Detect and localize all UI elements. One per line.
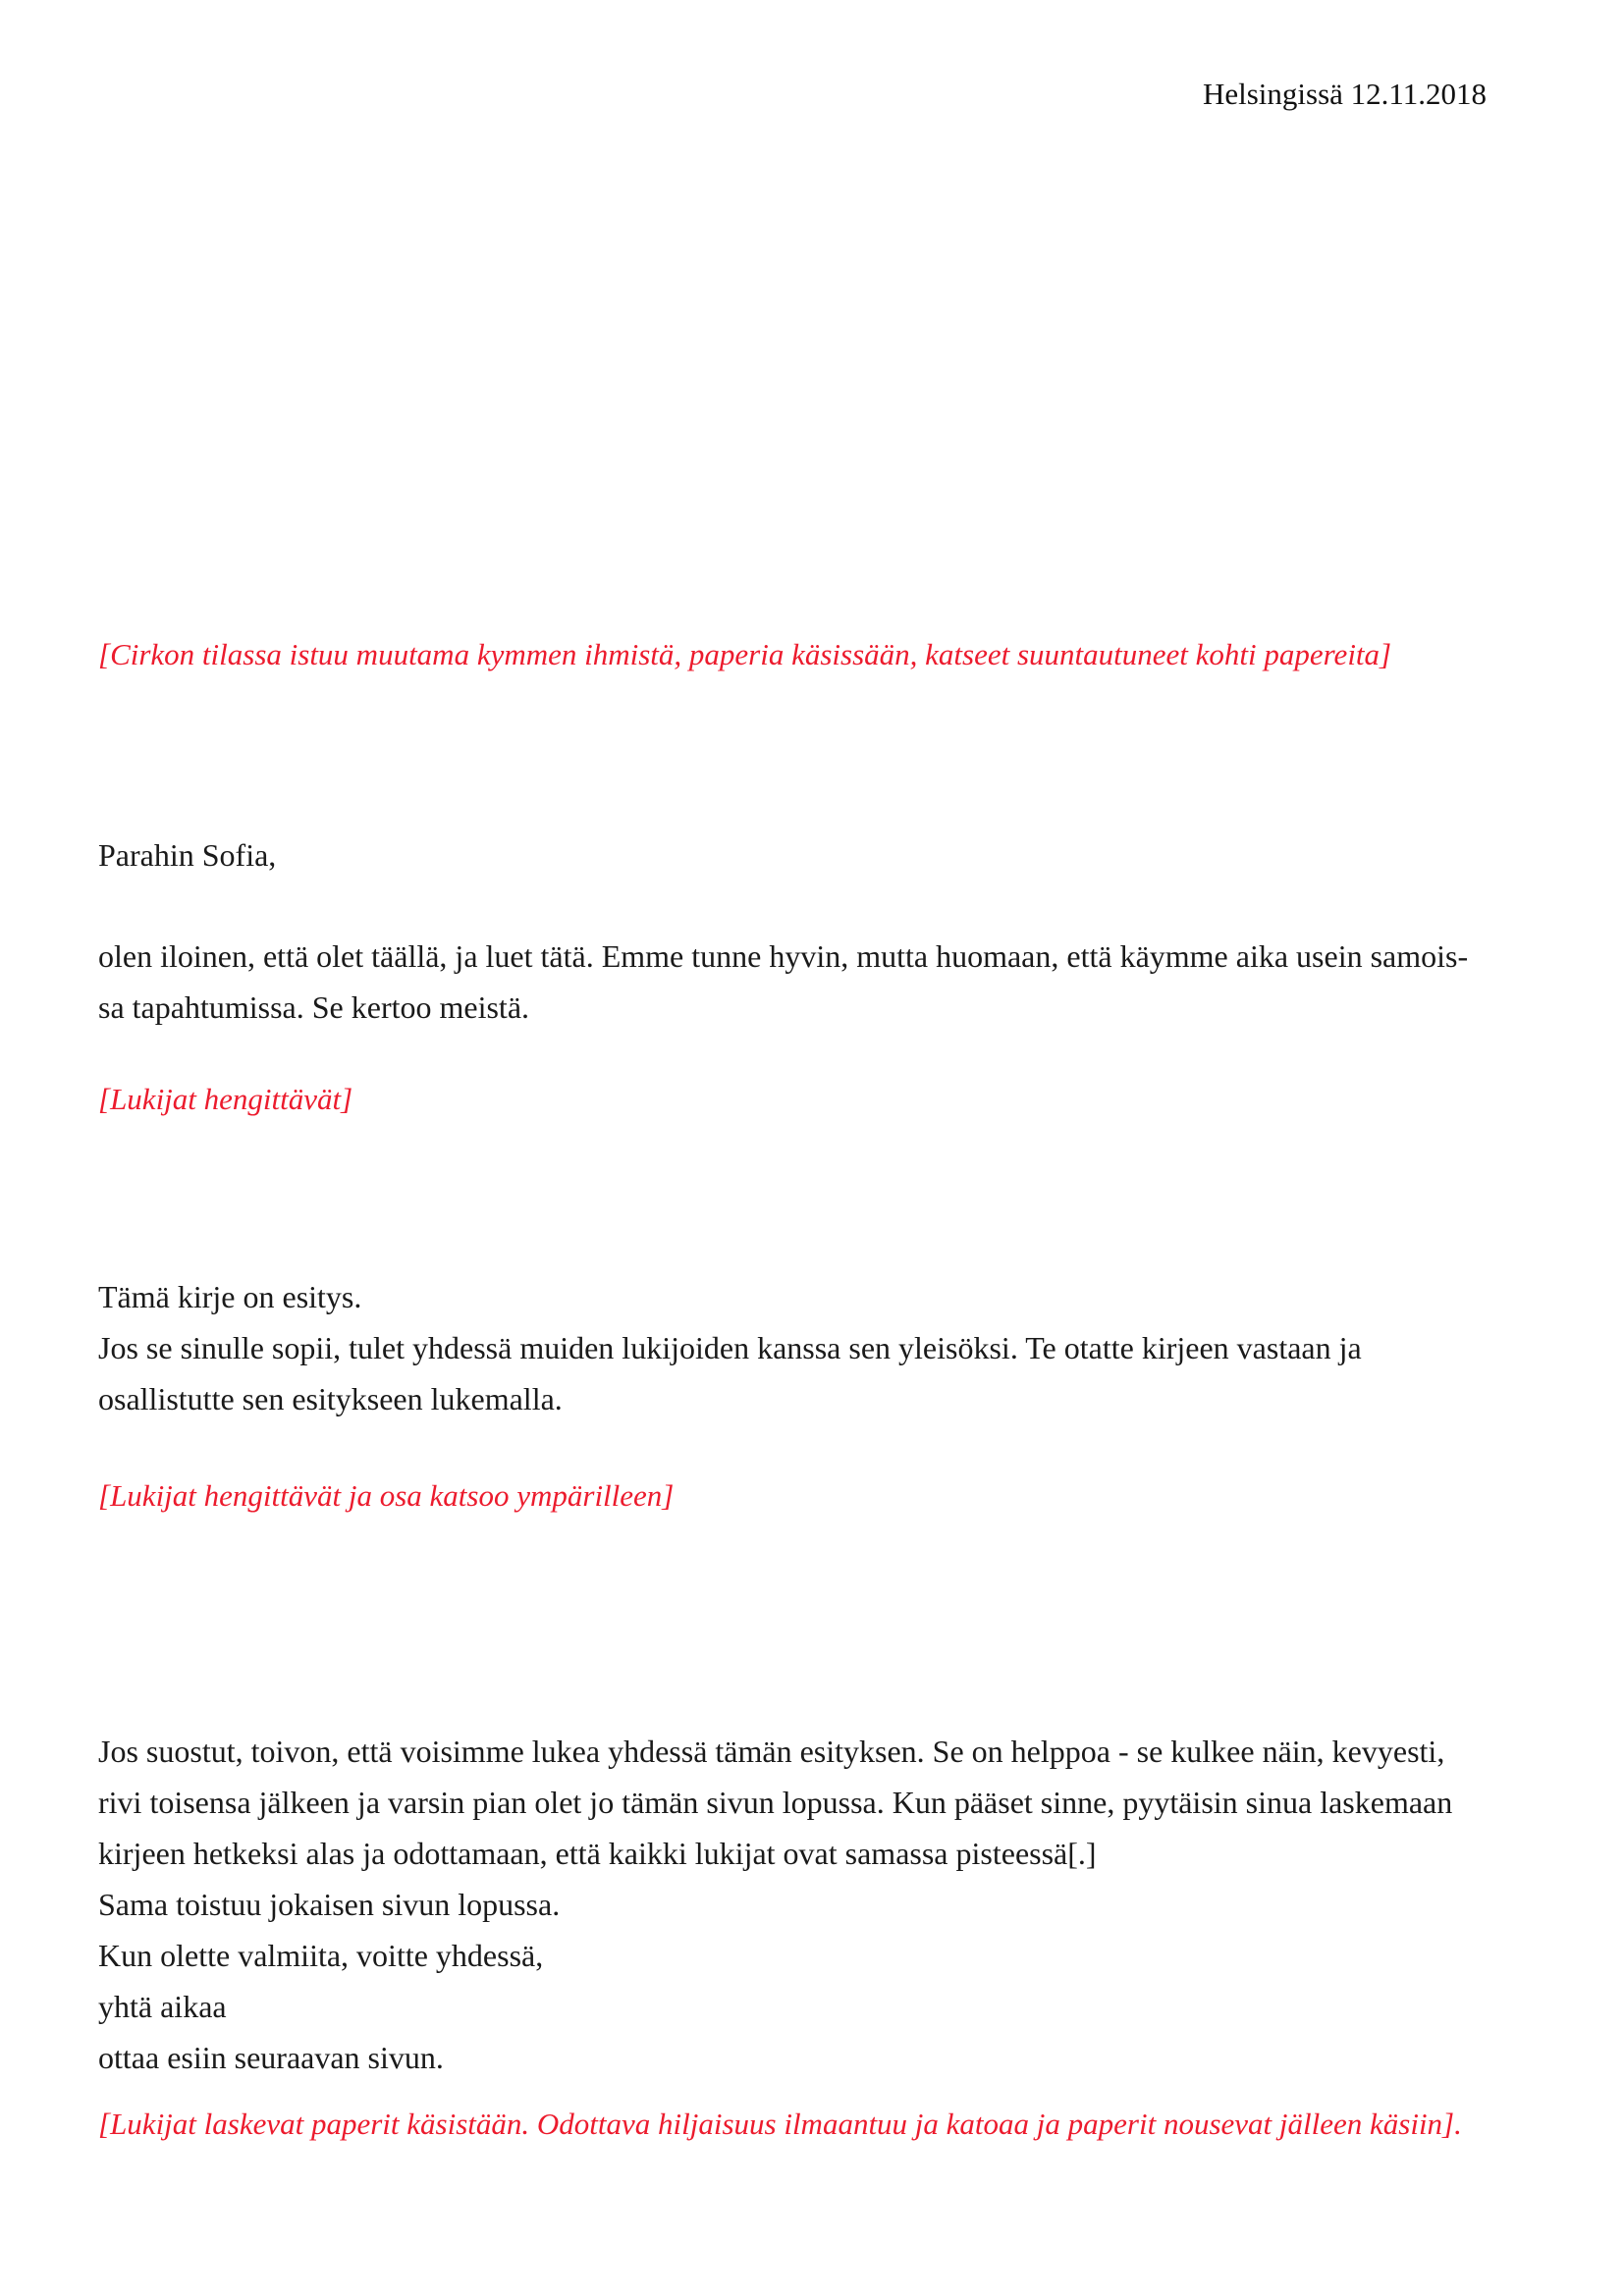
salutation: Parahin Sofia,: [98, 837, 277, 873]
text-line: Jos suostut, toivon, että voisimme lukea yhdessä tämän esityksen. Se on helppoa - se kulkee näin, kevyesti,: [98, 1734, 1445, 1769]
paragraph-3: [98, 1726, 1526, 2083]
stage-direction-4: [Lukijat laskevat paperit käsistään. Odottava hiljaisuus ilmaantuu ja katoaa ja paperit nousevat jälleen käsiin].: [98, 2107, 1462, 2141]
text-line: osallistutte sen esitykseen lukemalla.: [98, 1381, 563, 1416]
text-line: Kun olette valmiita, voitte yhdessä,: [98, 1938, 544, 1973]
stage-direction-2: [Lukijat hengittävät]: [98, 1082, 353, 1116]
text-line: rivi toisensa jälkeen ja varsin pian olet jo tämän sivun lopussa. Kun pääset sinne, pyytäisin sinua laskemaan: [98, 1785, 1453, 1820]
text-line: Tämä kirje on esitys.: [98, 1279, 362, 1314]
text-line: ottaa esiin seuraavan sivun.: [98, 2040, 444, 2075]
date-location-line: Helsingissä 12.11.2018: [1202, 77, 1487, 111]
text-line: olen iloinen, että olet täällä, ja luet tätä. Emme tunne hyvin, mutta huomaan, että käymme aika usein samois-: [98, 938, 1469, 974]
stage-direction-1: [Cirkon tilassa istuu muutama kymmen ihmistä, paperia käsissään, katseet suuntautuneet kohti papereita]: [98, 637, 1392, 671]
text-line: yhtä aikaa: [98, 1989, 227, 2024]
text-line: Jos se sinulle sopii, tulet yhdessä muiden lukijoiden kanssa sen yleisöksi. Te otatte kirjeen vastaan ja: [98, 1330, 1362, 1365]
text-line: sa tapahtumissa. Se kertoo meistä.: [98, 989, 530, 1025]
text-line: Sama toistuu jokaisen sivun lopussa.: [98, 1887, 561, 1922]
paragraph-2: [98, 1271, 1526, 1424]
paragraph-1: [98, 931, 1526, 1033]
stage-direction-3: [Lukijat hengittävät ja osa katsoo ympärilleen]: [98, 1478, 675, 1513]
text-line: kirjeen hetkeksi alas ja odottamaan, että kaikki lukijat ovat samassa pisteessä[.]: [98, 1836, 1097, 1871]
